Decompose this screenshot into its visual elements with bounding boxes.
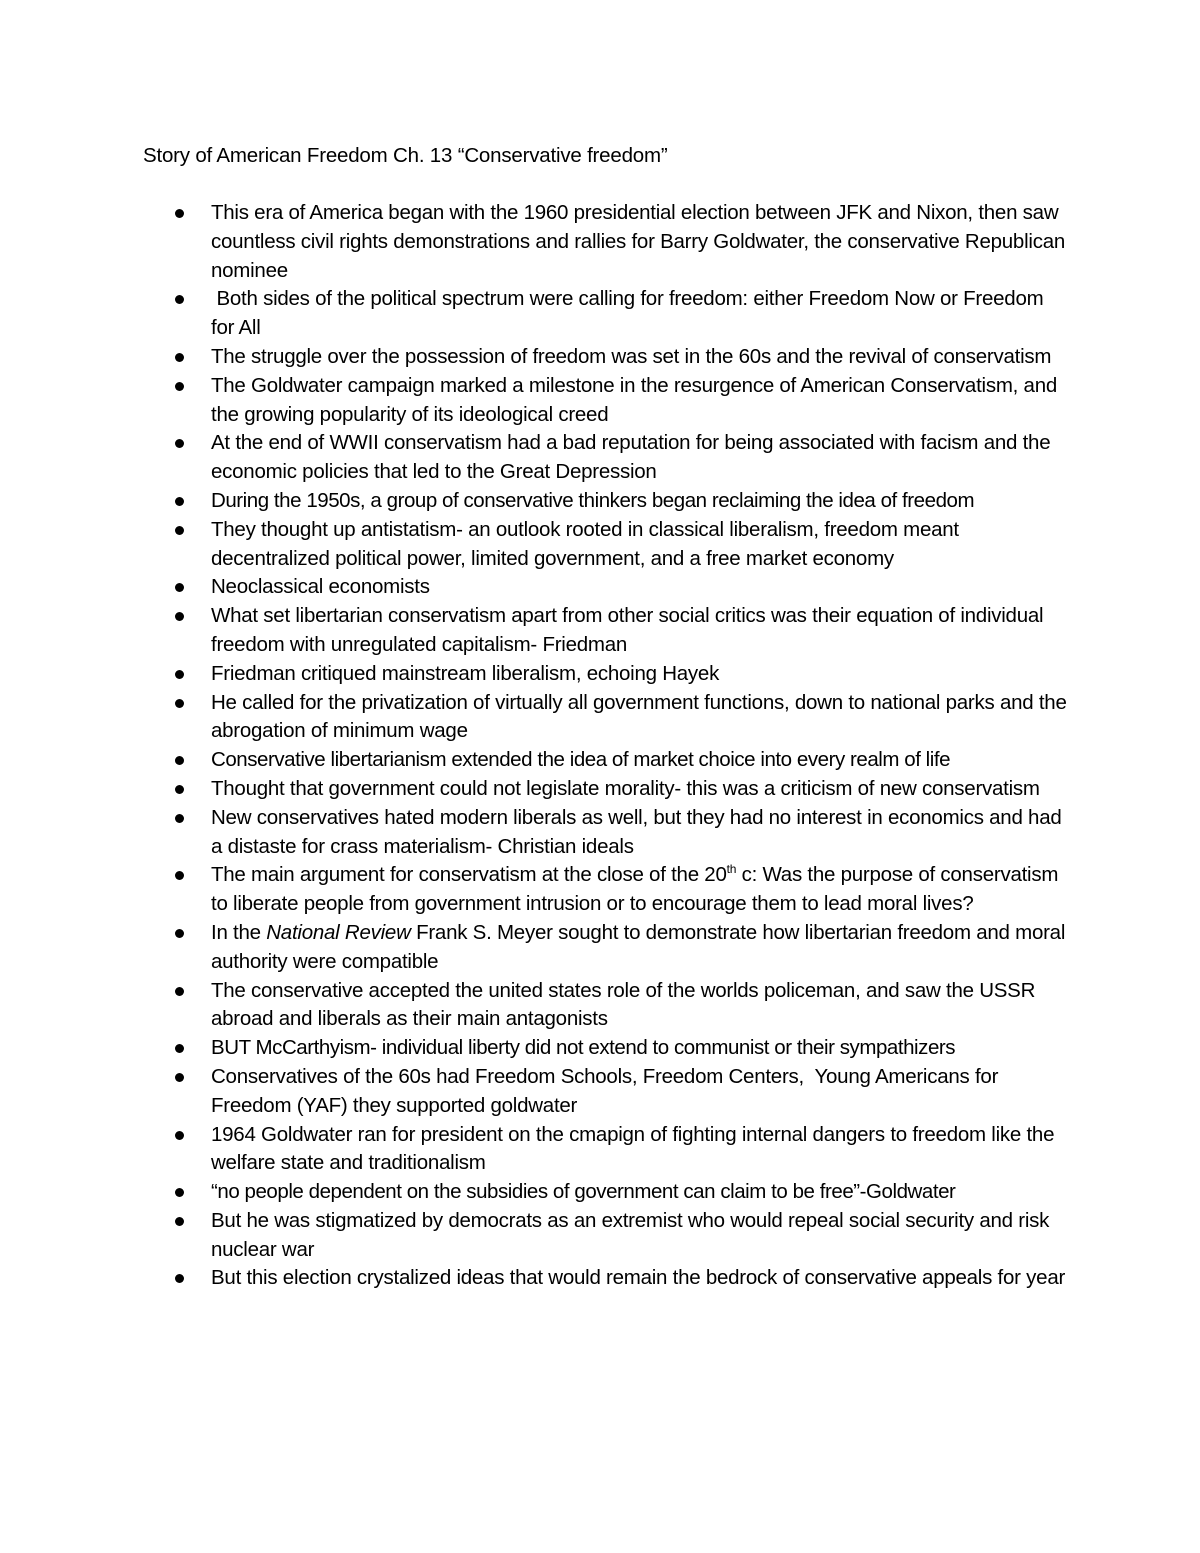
bullet-item — [0, 573, 1071, 602]
bullet-icon — [175, 497, 184, 506]
bullet-item — [0, 660, 1071, 689]
bullet-item — [0, 285, 1071, 343]
bullet-text-part: c: Was the purpose of conservatism to liberate people from government intrusion or to encourage them to lead moral lives? — [211, 863, 1059, 916]
bullet-text: Both sides of the political spectrum were calling for freedom: either Freedom Now or Freedom for All — [211, 287, 1049, 340]
bullet-text: “no people dependent on the subsidies of government can claim to be free”-Goldwater — [211, 1180, 956, 1204]
bullet-text: But he was stigmatized by democrats as an extremist who would repeal social security and risk nuclear war — [211, 1208, 1050, 1261]
bullet-icon — [175, 756, 184, 765]
bullet-item — [0, 516, 1071, 574]
bullet-text: But this election crystalized ideas that would remain the bedrock of conservative appeals for year — [211, 1266, 1066, 1290]
bullet-text: Neoclassical economists — [211, 575, 430, 599]
bullet-list — [0, 199, 1200, 1293]
bullet-item — [0, 199, 1071, 285]
bullet-item — [0, 1121, 1071, 1179]
bullet-item — [0, 919, 1071, 977]
bullet-text: Conservative libertarianism extended the idea of market choice into every realm of life — [211, 748, 951, 772]
bullet-text: The conservative accepted the united states role of the worlds policeman, and saw the USSR abroad and liberals as their main antagonists — [211, 978, 1036, 1031]
bullet-text: The struggle over the possession of freedom was set in the 60s and the revival of conservatism — [211, 344, 1052, 368]
bullet-text — [211, 921, 1065, 973]
bullet-text: They thought up antistatism- an outlook rooted in classical liberalism, freedom meant decentralized political power, limited government, and a free market economy — [211, 517, 959, 570]
publication-title: National Review — [266, 920, 411, 944]
bullet-item — [0, 343, 1071, 372]
bullet-item — [0, 372, 1071, 430]
bullet-icon — [175, 382, 184, 391]
bullet-item — [0, 746, 1071, 775]
bullet-text: During the 1950s, a group of conservative thinkers began reclaiming the idea of freedom — [211, 488, 975, 512]
bullet-icon — [175, 439, 184, 448]
bullet-icon — [175, 612, 184, 621]
bullet-item — [0, 1034, 1071, 1063]
bullet-icon — [175, 699, 184, 708]
bullet-icon — [175, 353, 184, 362]
bullet-text: New conservatives hated modern liberals as well, but they had no interest in economics and had a distaste for crass materialism- Christian ideals — [211, 805, 1062, 858]
bullet-text: Thought that government could not legislate morality- this was a criticism of new conservatism — [211, 776, 1040, 800]
bullet-text: He called for the privatization of virtually all government functions, down to national parks and the abrogation of minimum wage — [211, 690, 1067, 743]
bullet-text: What set libertarian conservatism apart from other social critics was their equation of individual freedom with unregulated capitalism- Friedman — [211, 604, 1044, 656]
bullet-item — [0, 487, 1071, 516]
bullet-text: 1964 Goldwater ran for president on the cmapign of fighting internal dangers to freedom like the welfare state and traditionalism — [211, 1122, 1055, 1175]
bullet-icon — [175, 871, 184, 880]
superscript: th — [726, 862, 737, 877]
bullet-text: Friedman critiqued mainstream liberalism, echoing Hayek — [211, 661, 720, 685]
bullet-item — [0, 1063, 1071, 1121]
bullet-icon — [175, 929, 184, 938]
bullet-item — [0, 775, 1071, 804]
bullet-text: Conservatives of the 60s had Freedom Schools, Freedom Centers, Young Americans for Freedom (YAF) they supported goldwater — [211, 1064, 1004, 1117]
bullet-icon — [175, 670, 184, 679]
bullet-icon — [175, 526, 184, 535]
bullet-text: At the end of WWII conservatism had a bad reputation for being associated with facism and the economic policies that led to the Great Depression — [211, 431, 1051, 484]
bullet-item — [0, 861, 1071, 919]
bullet-item — [0, 1207, 1071, 1265]
bullet-icon — [175, 1131, 184, 1140]
bullet-icon — [175, 1073, 184, 1082]
bullet-text: BUT McCarthyism- individual liberty did not extend to communist or their sympathizers — [211, 1036, 956, 1060]
bullet-icon — [175, 583, 184, 592]
bullet-icon — [175, 1044, 184, 1053]
bullet-item — [0, 602, 1071, 660]
bullet-icon — [175, 1188, 184, 1197]
bullet-icon — [175, 785, 184, 794]
bullet-text-part: The main argument for conservatism at the close of the 20 — [211, 863, 727, 887]
bullet-item — [0, 977, 1071, 1035]
bullet-icon — [175, 1274, 184, 1283]
bullet-text — [211, 863, 1058, 915]
bullet-icon — [175, 1217, 184, 1226]
bullet-item — [0, 429, 1071, 487]
bullet-item — [0, 1264, 1071, 1293]
bullet-icon — [175, 209, 184, 218]
bullet-text: This era of America began with the 1960 presidential election between JFK and Nixon, then saw countless civil rights demonstrations and rallies for Barry Goldwater, the conservative Republican nominee — [211, 201, 1065, 282]
bullet-icon — [175, 295, 184, 304]
bullet-icon — [175, 814, 184, 823]
bullet-icon — [175, 987, 184, 996]
bullet-item — [0, 1178, 1071, 1207]
bullet-item — [0, 689, 1071, 747]
bullet-item — [0, 804, 1071, 862]
bullet-text-part: In the — [211, 920, 267, 944]
bullet-text: The Goldwater campaign marked a milestone in the resurgence of American Conservatism, and the growing popularity of its ideological creed — [211, 373, 1058, 426]
bullet-text-part: Frank S. Meyer sought to demonstrate how libertarian freedom and moral authority were compatible — [211, 920, 1066, 973]
document-title: Story of American Freedom Ch. 13 “Conservative freedom” — [143, 144, 668, 167]
